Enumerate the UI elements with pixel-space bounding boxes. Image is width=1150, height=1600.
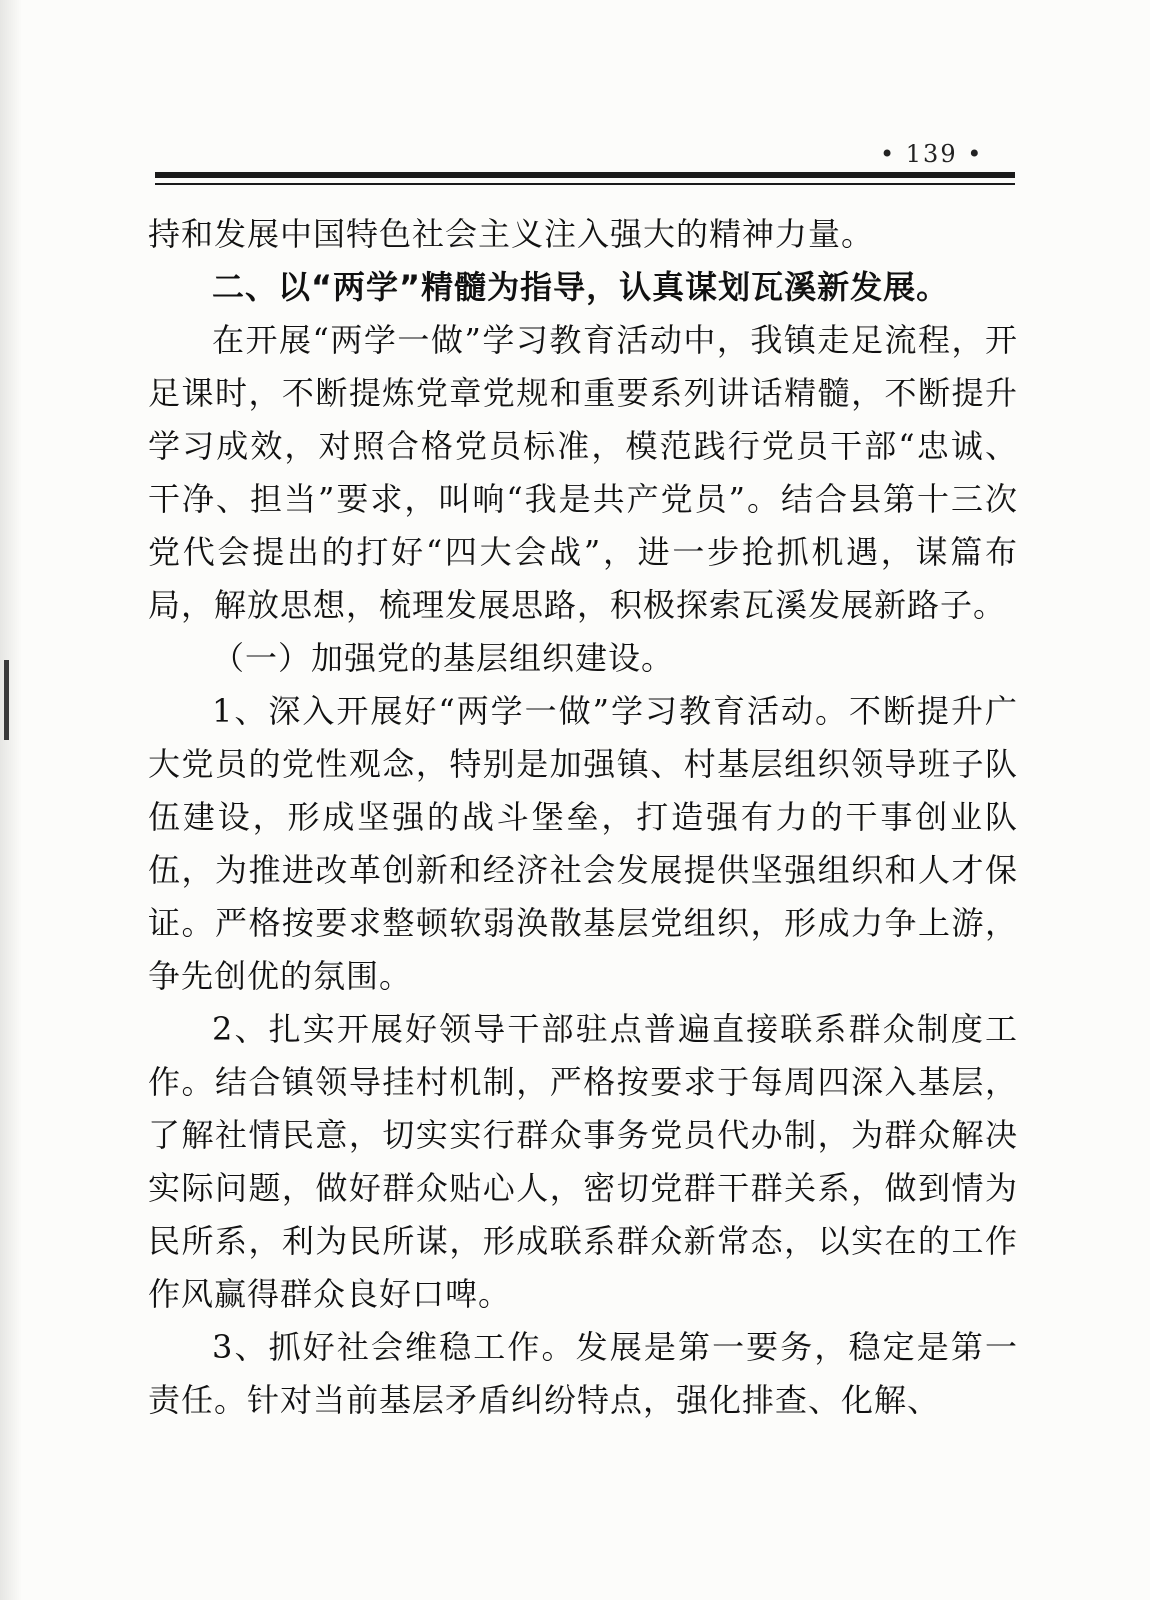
paragraph: 在开展“两学一做”学习教育活动中，我镇走足流程，开足课时，不断提炼党章党规和重要系列讲话精髓，不断提升学习成效，对照合格党员标准，模范践行党员干部“忠诚、干净、担当”要求，叫响“我是共产党员”。结合县第十三次党代会提出的打好“四大会战”，进一步抢抓机遇，谋篇布局，解放思想，梳理发展思路，积极探索瓦溪发展新路子。 — [148, 321, 1018, 624]
header-rule-thin — [155, 183, 1015, 185]
paragraph-continuation: 持和发展中国特色社会主义注入强大的精神力量。 — [148, 215, 875, 253]
paragraph-item-2: 2、扎实开展好领导干部驻点普遍直接联系群众制度工作。结合镇领导挂村机制，严格按要求于每周四深入基层，了解社情民意，切实实行群众事务党员代办制，为群众解决实际问题，做好群众贴心人，密切党群干群关系，做到情为民所系，利为民所谋，形成联系群众新常态，以实在的工作作风赢得群众良好口啤。 — [148, 1010, 1018, 1313]
body-text — [148, 208, 1018, 1427]
subsection-heading: （一）加强党的基层组织建设。 — [212, 639, 675, 677]
paragraph-item-1: 1、深入开展好“两学一做”学习教育活动。不断提升广大党员的党性观念，特别是加强镇、村基层组织领导班子队伍建设，形成坚强的战斗堡垒，打造强有力的干事创业队伍，为推进改革创新和经济社会发展提供坚强组织和人才保证。严格按要求整顿软弱涣散基层党组织，形成力争上游，争先创优的氛围。 — [148, 692, 1018, 995]
header-rule-thick — [155, 172, 1015, 178]
section-heading: 二、以“两学”精髓为指导，认真谋划瓦溪新发展。 — [212, 268, 950, 306]
page-number: • 139 • — [880, 140, 984, 168]
scan-mark — [4, 660, 9, 740]
scan-edge-shadow — [0, 0, 22, 1600]
paragraph-item-3: 3、抓好社会维稳工作。发展是第一要务，稳定是第一责任。针对当前基层矛盾纠纷特点，强化排查、化解、 — [148, 1328, 1018, 1419]
